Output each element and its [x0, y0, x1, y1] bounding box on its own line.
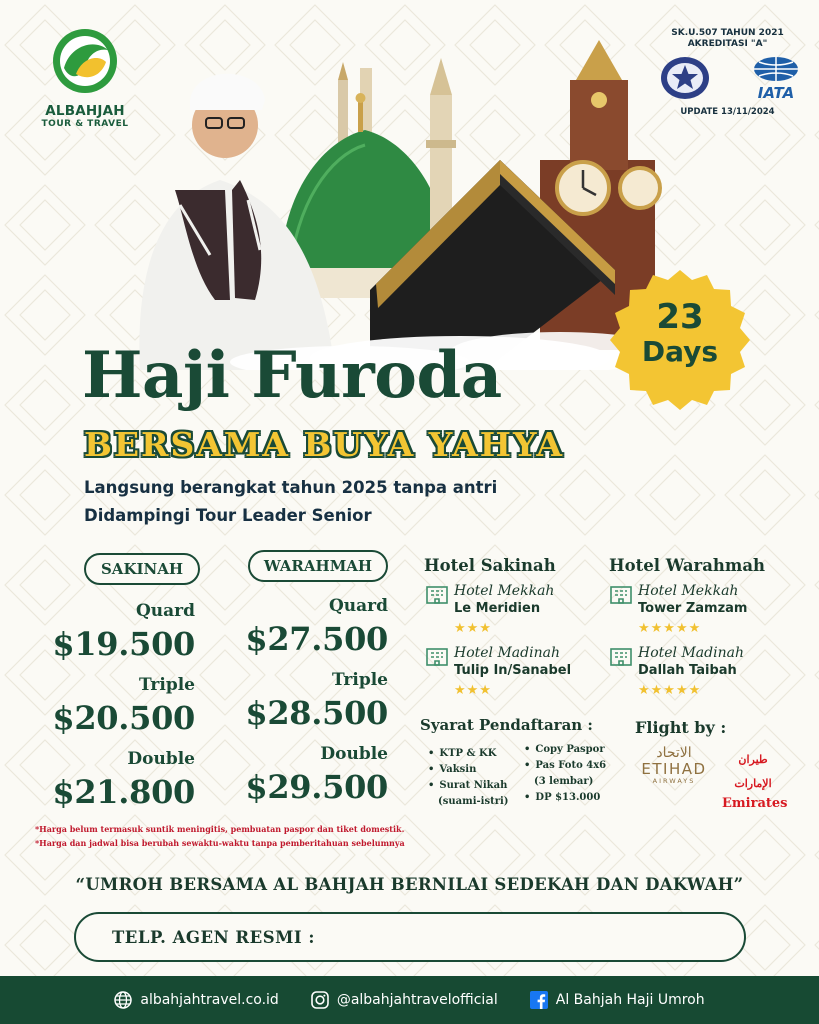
facebook-text: Al Bahjah Haji Umroh: [555, 992, 705, 1008]
accreditation-grade: AKREDITASI "A": [687, 39, 768, 49]
brand-name: ALBAHJAH: [45, 103, 125, 119]
main-title: Haji Furoda: [82, 338, 502, 413]
requirement-item: • Surat Nikah: [428, 778, 509, 794]
hotel-item: [426, 644, 606, 700]
instagram-text: @albahjahtravelofficial: [336, 992, 498, 1008]
hero-illustration: [120, 40, 680, 370]
footer-facebook[interactable]: [530, 991, 705, 1009]
hotel-name: Le Meridien: [454, 601, 541, 616]
footer-bar: [0, 976, 819, 1024]
brand-subtitle: TOUR & TRAVEL: [41, 119, 129, 129]
albahjah-logo-icon: [52, 28, 118, 94]
price-note: *Harga belum termasuk suntik meningitis, pembuatan paspor dan tiket domestik.: [35, 824, 405, 834]
duration-number: 23: [656, 297, 704, 337]
hotel-item: [426, 582, 606, 638]
requirement-item-note: (suami-istri): [438, 796, 509, 807]
etihad-sub: AIRWAYS: [652, 777, 696, 785]
room-price: $19.500: [52, 625, 195, 663]
emirates-logo: [722, 748, 788, 811]
requirements-heading: Syarat Pendaftaran :: [420, 716, 593, 734]
room-type: Double: [127, 749, 195, 769]
iata-text: IATA: [757, 84, 795, 102]
hotel-item: [610, 644, 790, 700]
emirates-name: Emirates: [722, 796, 788, 811]
room-price: $20.500: [52, 699, 195, 737]
star-rating: ★★★★★: [638, 620, 702, 635]
hotel-heading-sakinah: Hotel Sakinah: [424, 556, 556, 575]
requirement-item: • Copy Paspor: [524, 742, 606, 758]
agent-contact-box: [74, 912, 746, 962]
etihad-arabic: الاتحاد: [656, 745, 692, 761]
website-text: albahjahtravel.co.id: [140, 992, 279, 1008]
footer-instagram[interactable]: [311, 991, 498, 1009]
license-number: SK.U.507 TAHUN 2021: [671, 28, 784, 38]
requirements-list-right: [524, 742, 606, 806]
hotel-building-icon: [610, 584, 632, 604]
hotel-city: Hotel Madinah: [638, 645, 744, 661]
agent-label: TELP. AGEN RESMI :: [112, 928, 315, 947]
hotel-city: Hotel Mekkah: [638, 583, 739, 599]
requirement-item: • KTP & KK: [428, 746, 509, 762]
etihad-logo: [633, 745, 715, 785]
room-type: Quard: [135, 601, 195, 621]
room-type: Double: [320, 744, 388, 764]
requirements-list-left: [428, 746, 509, 810]
tagline-departure: Langsung berangkat tahun 2025 tanpa antri: [84, 478, 498, 497]
hotel-building-icon: [610, 646, 632, 666]
instagram-icon: [311, 991, 329, 1009]
hotel-name: Tulip In/Sanabel: [454, 663, 572, 678]
package-prices-warahmah: [230, 595, 388, 817]
package-label-sakinah: SAKINAH: [84, 553, 200, 585]
schedule-note: *Harga dan jadwal bisa berubah sewaktu-waktu tanpa pemberitahuan sebelumnya: [35, 838, 405, 848]
room-type: Triple: [332, 670, 388, 690]
requirement-item: • DP $13.000: [524, 790, 606, 806]
tagline-tour-leader: Didampingi Tour Leader Senior: [84, 506, 372, 525]
requirement-item-note: (3 lembar): [534, 776, 594, 787]
hotel-city: Hotel Madinah: [454, 645, 560, 661]
etihad-name: ETIHAD: [641, 760, 707, 778]
globe-icon: [753, 56, 799, 82]
footer-website[interactable]: [114, 991, 278, 1009]
hotel-name: Tower Zamzam: [638, 601, 748, 616]
requirement-item: • Pas Foto 4x6: [524, 758, 606, 774]
star-rating: ★★★: [454, 682, 492, 697]
hotel-building-icon: [426, 584, 448, 604]
duration-badge: [608, 268, 752, 412]
update-date: UPDATE 13/11/2024: [680, 107, 775, 117]
globe-icon: [114, 991, 132, 1009]
hotel-item: [610, 582, 790, 638]
duration-unit: Days: [641, 335, 719, 368]
room-price: $27.500: [245, 620, 388, 658]
package-label-warahmah: WARAHMAH: [248, 550, 388, 582]
slogan-quote: “UMROH BERSAMA AL BAHJAH BERNILAI SEDEKAH DAN DAKWAH”: [75, 875, 744, 894]
emirates-arabic: طيران الإمارات: [734, 753, 772, 790]
star-rating: ★★★★★: [638, 682, 702, 697]
room-price: $21.800: [52, 773, 195, 811]
room-type: Quard: [328, 596, 388, 616]
room-type: Triple: [139, 675, 195, 695]
room-price: $28.500: [245, 694, 388, 732]
hotel-name: Dallah Taibah: [638, 663, 737, 678]
package-prices-sakinah: [40, 600, 195, 822]
hotel-heading-warahmah: Hotel Warahmah: [609, 556, 766, 575]
hotel-city: Hotel Mekkah: [454, 583, 555, 599]
main-subtitle: BERSAMA BUYA YAHYA: [84, 425, 565, 464]
requirement-item: • Vaksin: [428, 762, 509, 778]
hotel-building-icon: [426, 646, 448, 666]
flight-heading: Flight by :: [635, 718, 727, 737]
star-rating: ★★★: [454, 620, 492, 635]
facebook-icon: [530, 991, 548, 1009]
room-price: $29.500: [245, 768, 388, 806]
iata-logo: [753, 56, 799, 100]
